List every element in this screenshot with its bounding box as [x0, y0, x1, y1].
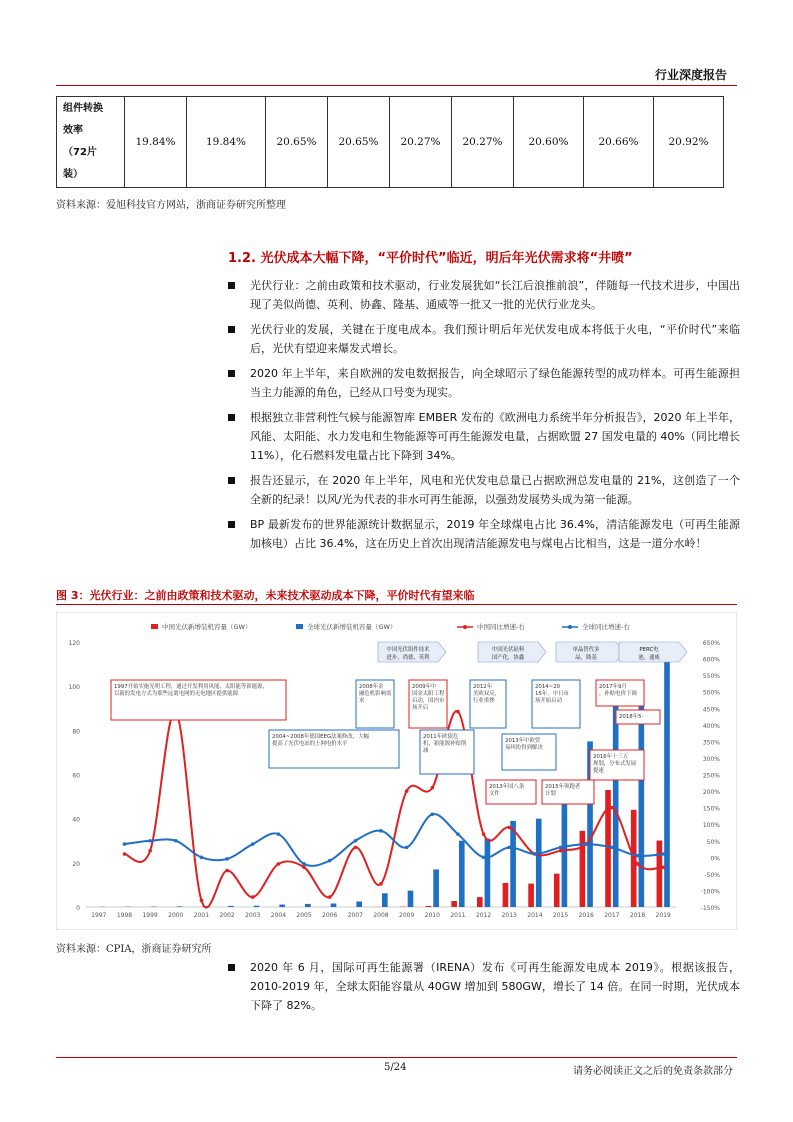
list-item — [228, 958, 740, 1015]
table-cell: 19.84% — [187, 97, 266, 188]
annotation-red-text: 计划 — [545, 791, 556, 797]
x-tick-label: 2016 — [578, 912, 594, 919]
table-row — [57, 97, 724, 188]
china-growth-point — [200, 899, 204, 903]
legend-swatch — [568, 625, 572, 629]
china-bar — [528, 884, 534, 907]
annotation-red-text: 2015年领跑者 — [545, 784, 581, 790]
row-label-line: 装） — [63, 169, 83, 180]
table-source: 资料来源：爱旭科技官方网站，浙商证券研究所整理 — [56, 200, 286, 211]
row-label-line: （72片 — [63, 147, 97, 158]
global-bar — [536, 819, 542, 907]
global-bar — [664, 653, 670, 907]
x-tick-label: 1999 — [142, 912, 158, 919]
right-tick-label: 150% — [702, 805, 720, 813]
bullet-square-icon — [228, 414, 235, 421]
x-tick-label: 2014 — [527, 912, 543, 919]
annotation-red-text: 以新的发电方式为那些远离电网的无电地区提供能源 — [114, 691, 238, 697]
annotation-red-text: 2013年国八条 — [489, 784, 525, 790]
global-bar — [331, 903, 337, 907]
annotation-blue-text: 机，新能源补贴削 — [423, 741, 467, 747]
global-growth-point — [174, 839, 178, 843]
bullet-square-icon — [228, 477, 235, 484]
annotation-red-text: 1997开始实施光明工程，通过开发利用风能、太阳能等新能源， — [114, 684, 268, 690]
annotation-red-text: 2016年十三五 — [593, 754, 629, 760]
china-growth-point — [636, 862, 640, 866]
china-growth-point — [559, 849, 563, 853]
tech-arrow-label: 国产化，协鑫 — [491, 655, 525, 661]
x-tick-label: 2001 — [193, 912, 210, 919]
page-number: 5/24 — [384, 1062, 407, 1073]
global-bar — [228, 906, 234, 907]
global-growth-point — [277, 832, 281, 836]
list-item — [228, 408, 740, 465]
china-growth-point — [328, 895, 332, 899]
annotation-blue-text: 融危机影响需 — [359, 691, 392, 697]
china-growth-point — [251, 895, 255, 899]
left-tick-label: 0 — [76, 905, 80, 912]
right-tick-label: -100% — [700, 888, 720, 896]
bullet-text: 光伏行业的发展，关键在于度电成本。我们预计明后年光伏发电成本将低于火电，“平价时代”来临后，光伏有望迎来爆发式增长。 — [250, 323, 740, 355]
china-growth-point — [405, 789, 409, 793]
bullet-square-icon — [228, 964, 235, 971]
annotation-blue-text: 15年，中日市 — [535, 691, 569, 697]
global-growth-point — [302, 862, 306, 866]
annotation-red-text: 文件 — [489, 791, 500, 797]
legend-label: 全球光伏新增装机容量（GW） — [307, 623, 397, 631]
x-tick-label: 2019 — [655, 912, 671, 919]
bullet-text: 2020 年 6 月，国际可再生能源署（IRENA）发布《可再生能源发电成本 2019》。根据该报告，2010-2019 年，全球太阳能容量从 40GW 增加到 580GW，增长了 14 倍。在同一时期，光伏成本下降了 82%。 — [250, 961, 740, 1012]
right-tick-label: 250% — [702, 772, 720, 780]
right-tick-label: 100% — [702, 822, 720, 830]
tech-arrow-label: PERC电 — [639, 647, 659, 653]
tech-arrow-label: 中国光伏硅料 — [491, 647, 525, 653]
china-growth-point — [456, 710, 460, 714]
global-bar — [177, 906, 183, 907]
right-tick-label: 500% — [702, 689, 720, 697]
table-cell: 20.27% — [390, 97, 452, 188]
table-cell: 20.60% — [514, 97, 584, 188]
china-growth-point — [123, 852, 127, 856]
global-growth-point — [200, 856, 204, 860]
report-type-title: 行业深度报告 — [654, 68, 727, 82]
global-growth-point — [636, 854, 640, 858]
tech-arrow-label: 中国光伏组件技术 — [386, 647, 430, 653]
annotation-blue-text: 2011年欧债危 — [423, 734, 459, 740]
x-tick-label: 2017 — [604, 912, 620, 919]
bullet-text: 光伏行业：之前由政策和技术驱动，行业发展犹如“长江后浪推前浪”，伴随每一代技术进步，中国出现了美似尚德、英利、协鑫、隆基、通威等一批又一批的光伏行业龙头。 — [250, 279, 740, 311]
bullet-list-2 — [228, 958, 740, 1021]
legend-label: 全球同比增速-右 — [582, 623, 630, 631]
global-bar — [408, 891, 414, 907]
right-tick-label: 400% — [702, 722, 720, 730]
x-tick-label: 2013 — [501, 912, 517, 919]
china-bar — [554, 874, 560, 907]
x-tick-label: 2002 — [219, 912, 235, 919]
tech-arrow-label: 单晶替代多 — [572, 647, 600, 653]
global-growth-point — [482, 856, 486, 860]
pv-installation-chart — [56, 612, 737, 930]
annotation-red-text: 2017年9月 — [599, 684, 627, 690]
global-growth-point — [379, 829, 383, 833]
right-tick-label: -150% — [700, 905, 720, 912]
row-label-line: 效率 — [63, 125, 83, 136]
china-bar — [477, 897, 483, 907]
table-cell: 20.66% — [584, 97, 654, 188]
left-tick-label: 20 — [72, 860, 80, 868]
figure-source: 资料来源：CPIA，浙商证券研究所 — [56, 944, 212, 955]
bullet-text: 2020 年上半年，来自欧洲的发电数据报告，向全球昭示了绿色能源转型的成功样本。可再生能源担当主力能源的角色，已经从口号变为现实。 — [250, 367, 740, 399]
china-growth-point — [610, 806, 614, 810]
left-tick-label: 40 — [72, 816, 80, 824]
x-tick-label: 2007 — [347, 912, 363, 919]
x-tick-label: 2011 — [450, 912, 466, 919]
x-tick-label: 2004 — [270, 912, 287, 919]
global-growth-point — [559, 846, 563, 850]
annotation-blue-text: 减 — [423, 748, 429, 754]
table-cell: 20.92% — [654, 97, 724, 188]
global-bar — [433, 869, 439, 907]
row-label — [57, 97, 125, 188]
annotation-blue-text: 2013年中欧贸 — [505, 738, 541, 744]
annotation-red-text: 2018年5· — [619, 714, 644, 720]
global-growth-point — [661, 852, 665, 856]
x-tick-label: 2006 — [322, 912, 338, 919]
global-bar — [485, 839, 491, 907]
bullet-square-icon — [228, 282, 235, 289]
china-growth-point — [379, 882, 383, 886]
global-bar — [382, 893, 388, 907]
right-tick-label: -50% — [704, 871, 720, 879]
right-tick-label: 50% — [706, 838, 720, 846]
left-tick-label: 120 — [68, 640, 80, 647]
annotation-blue-text: 2014~20 — [535, 684, 561, 690]
right-tick-label: 650% — [702, 640, 720, 647]
global-growth-point — [507, 846, 511, 850]
right-tick-label: 200% — [702, 789, 720, 797]
annotation-blue-text: 美欧双反， — [473, 691, 500, 697]
global-bar — [459, 841, 465, 907]
annotation-blue-text: 2004~2008年德国EEG法案修改，大幅 — [272, 734, 369, 740]
left-tick-label: 80 — [72, 728, 80, 736]
right-tick-label: 300% — [702, 755, 720, 763]
legend-label: 中国同比增速-右 — [477, 623, 525, 631]
annotation-blue-text: 求 — [359, 698, 365, 704]
china-bar — [657, 841, 663, 907]
x-tick-label: 1998 — [116, 912, 133, 919]
table-cell: 19.84% — [125, 97, 187, 188]
legend-swatch — [151, 624, 158, 629]
left-tick-label: 100 — [68, 684, 80, 692]
right-tick-label: 550% — [702, 673, 720, 681]
annotation-red-text: 提速 — [593, 768, 604, 774]
global-growth-point — [354, 839, 358, 843]
list-item — [228, 364, 740, 402]
header-divider — [56, 85, 737, 86]
x-tick-label: 2018 — [629, 912, 646, 919]
global-growth-point — [225, 857, 229, 861]
legend-swatch — [296, 624, 303, 629]
x-tick-label: 2012 — [475, 912, 492, 919]
table-cell: 20.65% — [266, 97, 328, 188]
right-tick-label: 450% — [702, 706, 720, 714]
china-bar — [580, 831, 586, 907]
table-cell: 20.65% — [328, 97, 390, 188]
china-growth-point — [302, 865, 306, 869]
x-tick-label: 2005 — [296, 912, 312, 919]
global-bar — [279, 905, 285, 907]
global-growth-point — [584, 842, 588, 846]
row-label-line: 组件转换 — [63, 103, 103, 114]
china-growth-point — [482, 832, 486, 836]
efficiency-table — [56, 96, 724, 188]
china-growth-point — [431, 786, 435, 790]
x-tick-label: 2010 — [424, 912, 440, 919]
legend-swatch — [463, 625, 467, 629]
x-tick-label: 2009 — [399, 912, 415, 919]
right-tick-label: 0% — [710, 855, 720, 863]
annotation-blue-text: 2008年金 — [359, 684, 384, 690]
annotation-blue-text: 行业重挫 — [473, 698, 495, 704]
right-tick-label: 600% — [702, 656, 720, 664]
global-bar — [510, 821, 516, 907]
x-tick-label: 2000 — [168, 912, 184, 919]
list-item — [228, 320, 740, 358]
china-growth-point — [277, 862, 281, 866]
china-growth-point — [507, 826, 511, 830]
tech-arrow-label: 晶，隆基 — [575, 655, 597, 661]
global-bar — [305, 904, 311, 907]
china-bar — [426, 906, 432, 907]
global-growth-point — [328, 859, 332, 863]
figure-divider — [56, 604, 737, 605]
bullet-square-icon — [228, 326, 235, 333]
global-bar — [254, 906, 260, 907]
global-growth-point — [456, 832, 460, 836]
china-bar — [503, 883, 509, 907]
china-growth-point — [225, 869, 229, 873]
list-item — [228, 515, 740, 553]
tech-arrow-label: 池，通威 — [638, 655, 660, 661]
bullet-text: 根据独立非营利性气候与能源智库 EMBER 发布的《欧洲电力系统半年分析报告》，2020 年上半年，风能、太阳能、水力发电和生物能源等可再生能源发电量，占据欧盟 27 国发电量的 40%（同比增长 11%），化石燃料发电量占比下降到 34%。 — [250, 411, 740, 462]
annotation-red-text: 启动，国内市 — [412, 698, 445, 704]
annotation-red-text: 场开启 — [412, 705, 429, 711]
bullet-square-icon — [228, 521, 235, 528]
bullet-text: BP 最新发布的世界能源统计数据显示，2019 年全球煤电占比 36.4%，清洁能源发电（可再生能源加核电）占比 36.4%，这在历史上首次出现清洁能源发电与煤电占比相当，这是一道分水岭！ — [250, 518, 740, 550]
annotation-blue-text: 2012年 — [473, 684, 493, 690]
legend-label: 中国光伏新增装机容量（GW） — [162, 623, 252, 631]
disclaimer-text: 请务必阅读正文之后的免责条款部分 — [573, 1066, 733, 1077]
annotation-red-text: ，补贴电价下调 — [599, 691, 637, 697]
left-tick-label: 60 — [72, 772, 80, 780]
x-tick-label: 2003 — [245, 912, 261, 919]
footer-divider — [56, 1057, 737, 1058]
annotation-red-text: 规划，分布式发展 — [593, 761, 637, 767]
bullet-square-icon — [228, 370, 235, 377]
china-growth-point — [148, 849, 152, 853]
tech-arrow-label: 进步，尚德、英利 — [386, 655, 430, 661]
global-growth-point — [251, 842, 255, 846]
table-cell: 20.27% — [452, 97, 514, 188]
china-growth-point — [354, 846, 358, 850]
global-growth-point — [148, 839, 152, 843]
global-growth-point — [431, 812, 435, 816]
list-item — [228, 471, 740, 509]
figure-title: 图 3：光伏行业：之前由政策和技术驱动，未来技术驱动成本下降，平价时代有望来临 — [56, 589, 475, 602]
x-tick-label: 2008 — [373, 912, 389, 919]
china-bar — [451, 901, 457, 907]
annotation-red-text: 国金太阳工程 — [412, 691, 445, 697]
global-growth-point — [610, 846, 614, 850]
china-growth-point — [661, 865, 665, 869]
global-growth-point — [123, 842, 127, 846]
annotation-red-text: 2009年中 — [412, 684, 437, 690]
annotation-blue-text: 易纠纷得到解决 — [505, 745, 543, 751]
section-title: 1.2. 光伏成本大幅下降，“平价时代”临近，明后年光伏需求将“井喷” — [228, 251, 633, 266]
x-tick-label: 1997 — [91, 912, 107, 919]
annotation-blue-text: 提高了光伏电站的上网电价水平 — [272, 741, 348, 747]
global-bar — [356, 901, 362, 907]
global-growth-point — [533, 852, 537, 856]
x-tick-label: 2015 — [552, 912, 569, 919]
list-item — [228, 276, 740, 314]
right-tick-label: 350% — [702, 739, 720, 747]
global-growth-point — [405, 846, 409, 850]
annotation-blue-text: 场开始启动 — [535, 698, 562, 704]
bullet-list — [228, 276, 740, 559]
bullet-text: 报告还显示，在 2020 年上半年，风电和光伏发电总量已占据欧洲总发电量的 21%，这创造了一个全新的纪录！以风/光为代表的非水可再生能源，以强劲发展势头成为第一能源。 — [250, 474, 740, 506]
